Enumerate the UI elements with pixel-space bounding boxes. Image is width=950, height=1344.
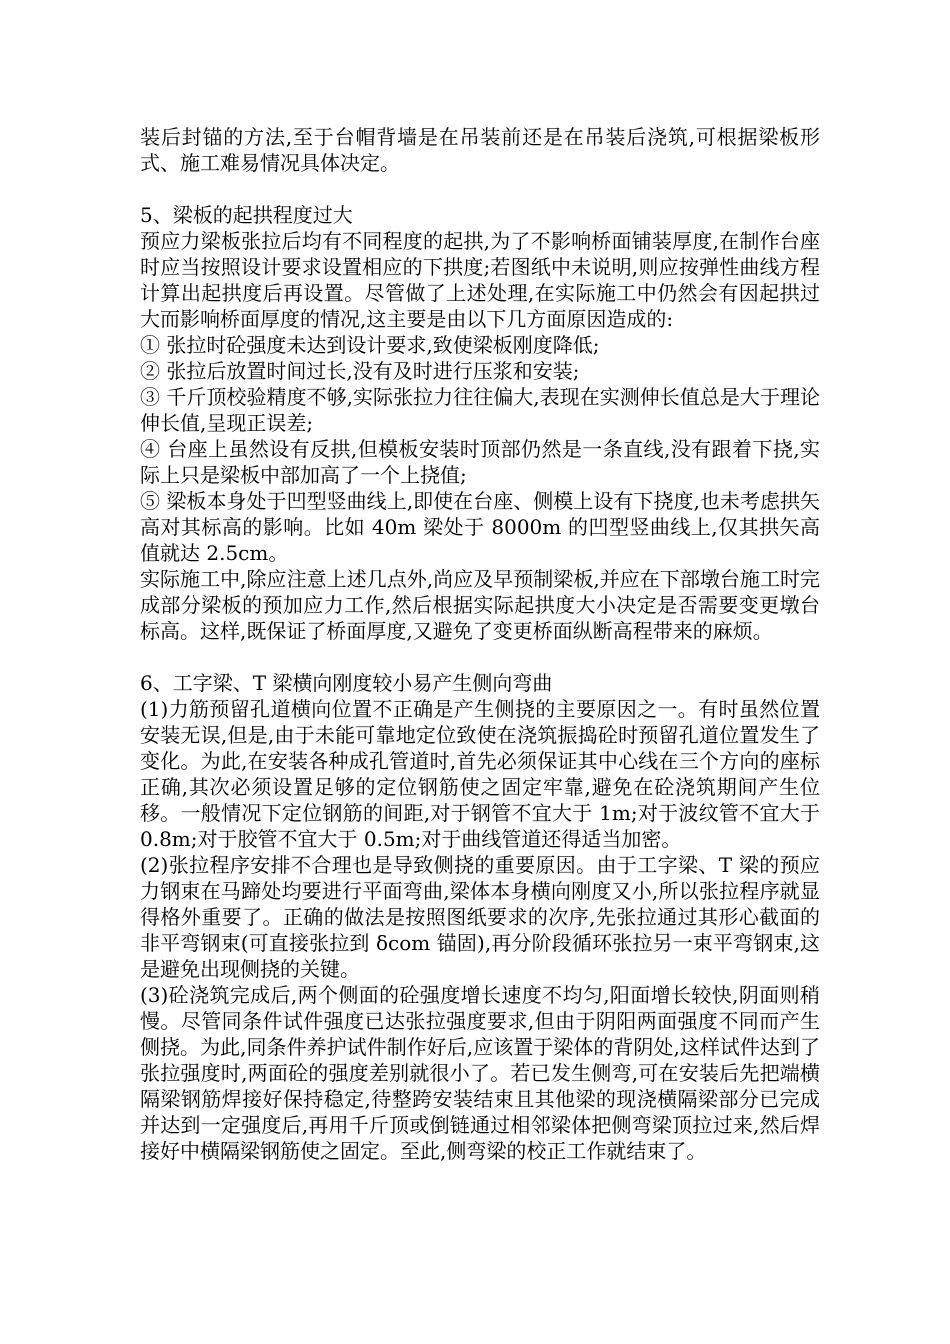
section-6-heading: 6、工字梁、T 梁横向刚度较小易产生侧向弯曲 <box>140 671 553 695</box>
section-6-paragraph-3: (3)砼浇筑完成后,两个侧面的砼强度增长速度不均匀,阳面增长较快,阴面则稍慢。尽管同条件试件强度已达张拉强度要求,但由于阴阳两面强度不同而产生侧挠。为此,同条件养护试件制作好后,应该置于梁体的背阴处,这样试件达到了张拉强度时,两面砼的强度差别就很小了。若已发生侧弯,可在安装后先把端横隔梁钢筋焊接好保持稳定,待整跨安装结束且其他梁的现浇横隔梁部分已完成并达到一定强度后,再用千斤顶或倒链通过相邻梁体把侧弯梁顶拉过来,然后焊接好中横隔梁钢筋使之固定。至此,侧弯梁的校正工作就结束了。 <box>140 983 820 1163</box>
document-body <box>140 124 820 1164</box>
section-6-paragraph-2: (2)张拉程序安排不合理也是导致侧挠的重要原因。由于工字梁、T 梁的预应力钢束在马蹄处均要进行平面弯曲,梁体本身横向刚度又小,所以张拉程序就显得格外重要了。正确的做法是按照图纸要求的次序,先张拉通过其形心截面的非平弯钢束(可直接张拉到 δcom 锚固),再分阶段循环张拉另一束平弯钢束,这是避免出现侧挠的关键。 <box>140 853 820 981</box>
section-5-paragraph-1: 预应力梁板张拉后均有不同程度的起拱,为了不影响桥面铺装厚度,在制作台座时应当按照设计要求设置相应的下拱度;若图纸中未说明,则应按弹性曲线方程计算出起拱度后再设置。尽管做了上述处理,在实际施工中仍然会有因起拱过大而影响桥面厚度的情况,这主要是由以下几方面原因造成的: <box>140 229 820 331</box>
section-5-heading: 5、梁板的起拱程度过大 <box>140 203 353 227</box>
section-5-item-3: ③ 千斤顶校验精度不够,实际张拉力往往偏大,表现在实测伸长值总是大于理论伸长值,呈现正误差; <box>140 385 820 435</box>
section-5-item-5: ⑤ 梁板本身处于凹型竖曲线上,即使在台座、侧模上设有下挠度,也未考虑拱矢高对其标高的影响。比如 40m 梁处于 8000m 的凹型竖曲线上,仅其拱矢高值就达 2.5cm。 <box>140 489 820 565</box>
section-gap <box>140 644 820 670</box>
section-5-item-4: ④ 台座上虽然设有反拱,但模板安装时顶部仍然是一条直线,没有跟着下挠,实际上只是梁板中部加高了一个上挠值; <box>140 437 820 487</box>
section-gap <box>140 176 820 202</box>
section-5-item-1: ① 张拉时砼强度未达到设计要求,致使梁板刚度降低; <box>140 333 600 357</box>
section-5-paragraph-2: 实际施工中,除应注意上述几点外,尚应及早预制梁板,并应在下部墩台施工时完成部分梁板的预加应力工作,然后根据实际起拱度大小决定是否需要变更墩台标高。这样,既保证了桥面厚度,又避免了变更桥面纵断高程带来的麻烦。 <box>140 567 820 643</box>
intro-paragraph: 装后封锚的方法,至于台帽背墙是在吊装前还是在吊装后浇筑,可根据梁板形式、施工难易情况具体决定。 <box>140 125 820 175</box>
section-5-item-2: ② 张拉后放置时间过长,没有及时进行压浆和安装; <box>140 359 580 383</box>
section-6-paragraph-1: (1)力筋预留孔道横向位置不正确是产生侧挠的主要原因之一。有时虽然位置安装无误,但是,由于未能可靠地定位致使在浇筑振捣砼时预留孔道位置发生了变化。为此,在安装各种成孔管道时,首先必须保证其中心线在三个方向的座标正确,其次必须设置足够的定位钢筋使之固定牢靠,避免在砼浇筑期间产生位移。一般情况下定位钢筋的间距,对于钢管不宜大于 1m;对于波纹管不宜大于 0.8m;对于胶管不宜大于 0.5m;对于曲线管道还得适当加密。 <box>140 697 820 851</box>
